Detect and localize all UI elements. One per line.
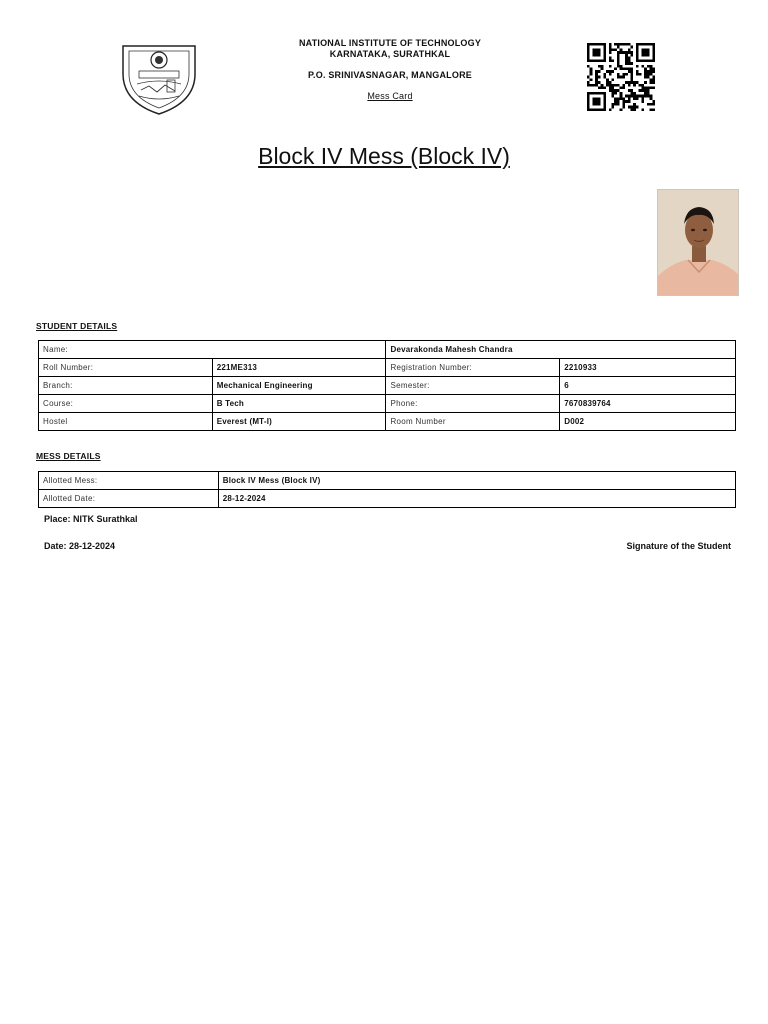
table-row — [39, 413, 736, 431]
hostel-label: Hostel — [39, 413, 213, 431]
allotted-date-label: Allotted Date: — [39, 490, 219, 508]
institute-address: P.O. SRINIVASNAGAR, MANGALORE — [308, 70, 472, 80]
table-row — [39, 359, 736, 377]
place-text: Place: NITK Surathkal — [44, 514, 138, 524]
student-photo — [657, 189, 739, 296]
mess-details-table — [38, 471, 736, 508]
institute-header — [240, 38, 540, 102]
allotted-mess-label: Allotted Mess: — [39, 472, 219, 490]
name-label: Name: — [39, 341, 386, 359]
phone-label: Phone: — [386, 395, 560, 413]
phone-value: 7670839764 — [560, 395, 736, 413]
roll-value: 221ME313 — [212, 359, 386, 377]
table-row — [39, 472, 736, 490]
hostel-value: Everest (MT-I) — [212, 413, 386, 431]
table-row — [39, 341, 736, 359]
course-value: B Tech — [212, 395, 386, 413]
qr-code-icon — [587, 43, 655, 111]
registration-value: 2210933 — [560, 359, 736, 377]
table-row — [39, 490, 736, 508]
student-details-heading: STUDENT DETAILS — [36, 321, 118, 331]
room-label: Room Number — [386, 413, 560, 431]
semester-label: Semester: — [386, 377, 560, 395]
mess-details-heading: MESS DETAILS — [36, 451, 101, 461]
date-text: Date: 28-12-2024 — [44, 541, 116, 551]
table-row — [39, 377, 736, 395]
branch-label: Branch: — [39, 377, 213, 395]
semester-value: 6 — [560, 377, 736, 395]
student-details-table — [38, 340, 736, 431]
institute-name: NATIONAL INSTITUTE OF TECHNOLOGY — [298, 38, 482, 48]
roll-label: Roll Number: — [39, 359, 213, 377]
allotted-mess-value: Block IV Mess (Block IV) — [218, 472, 735, 490]
course-label: Course: — [39, 395, 213, 413]
institute-location: KARNATAKA, SURATHKAL — [329, 49, 451, 59]
branch-value: Mechanical Engineering — [212, 377, 386, 395]
table-row — [39, 395, 736, 413]
room-value: D002 — [560, 413, 736, 431]
nitk-logo-icon — [119, 40, 199, 116]
signature-label: Signature of the Student — [626, 541, 731, 551]
card-type: Mess Card — [367, 91, 413, 101]
page-title: Block IV Mess (Block IV) — [258, 143, 510, 169]
name-value: Devarakonda Mahesh Chandra — [386, 341, 736, 359]
allotted-date-value: 28-12-2024 — [218, 490, 735, 508]
registration-label: Registration Number: — [386, 359, 560, 377]
